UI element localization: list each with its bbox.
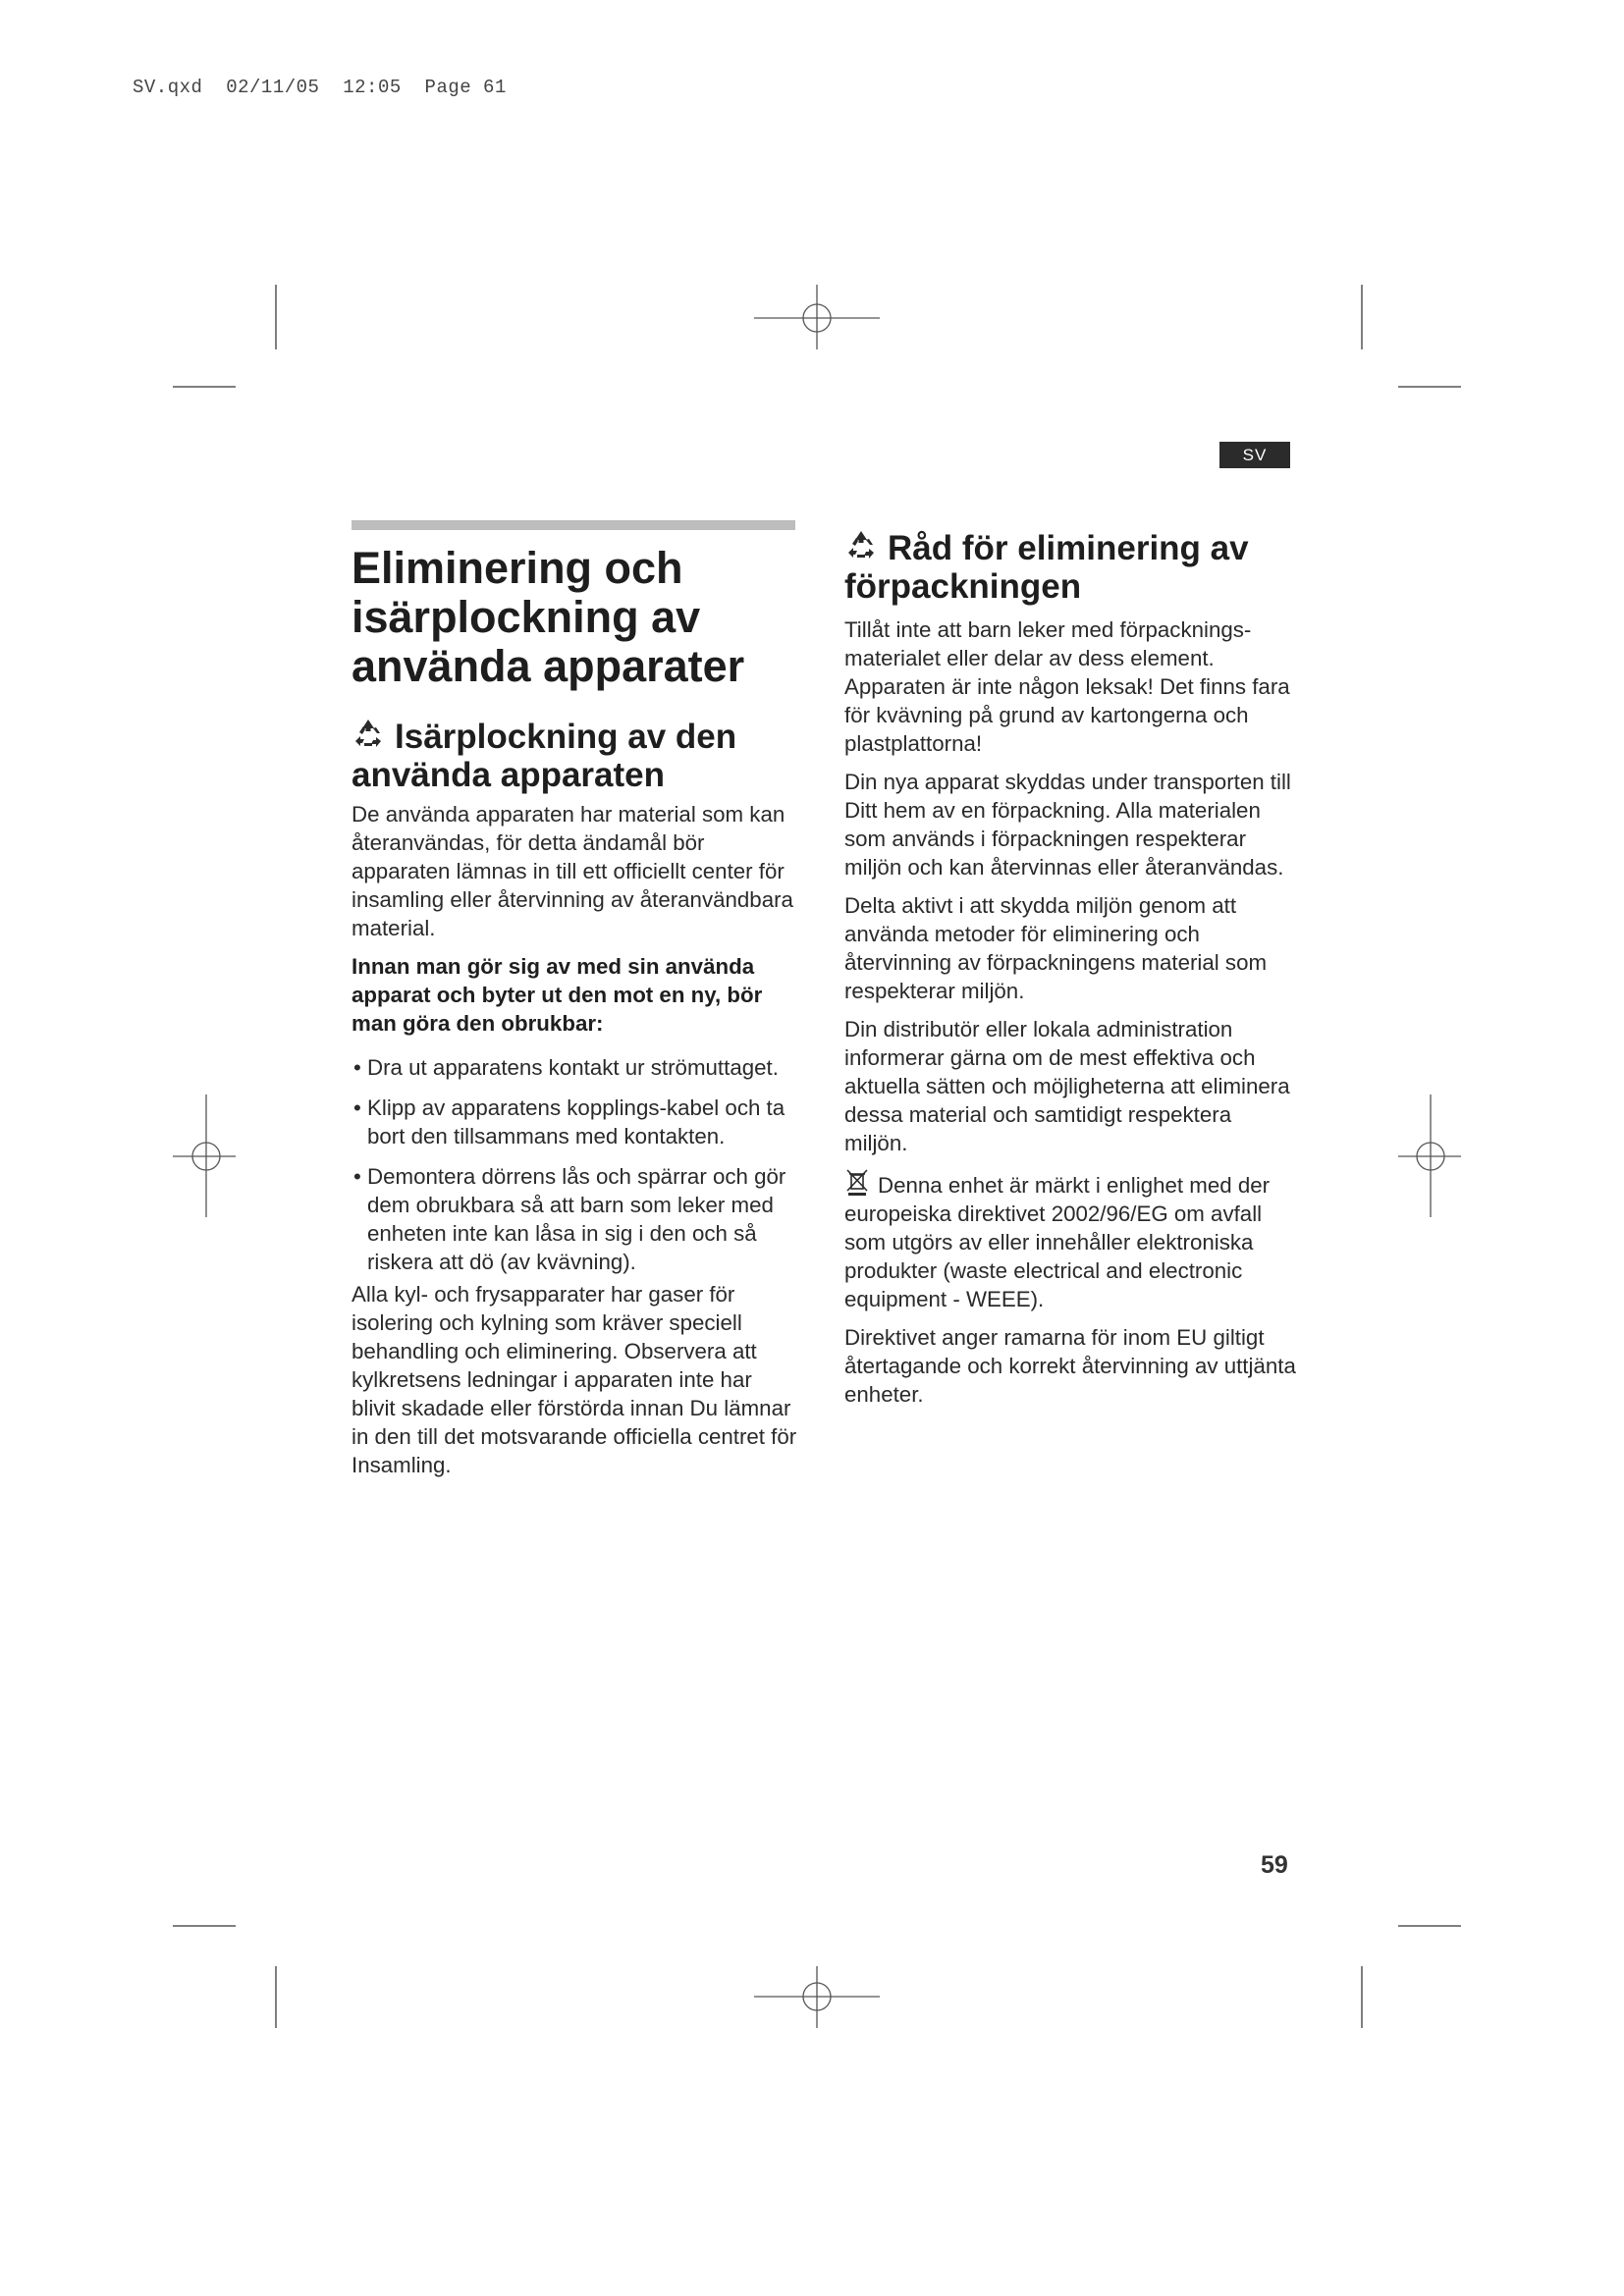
recycling-icon [844, 528, 878, 561]
print-slug: SV.qxd 02/11/05 12:05 Page 61 [133, 77, 507, 98]
crossed-out-bin-icon [844, 1167, 870, 1197]
weee-paragraph [844, 1167, 1296, 1313]
right-column [844, 528, 1296, 1418]
paragraph: Din distributör eller lokala administration informerar gärna om de mest effektiva och aktuella sätten och möjligheterna att eliminera dessa material och samtidigt respektera miljön. [844, 1017, 1290, 1155]
language-tab: SV [1219, 442, 1290, 468]
warning-note: Innan man gör sig av med sin använda apparat och byter ut den mot en ny, bör man göra den obrukbar: [352, 954, 763, 1036]
intro-paragraph: De använda apparaten har material som kan återanvändas, för detta ändamål bör apparaten lämnas in till ett officiellt center för insamling eller återvinning av återanvändbara material. [352, 802, 793, 940]
weee-text: Denna enhet är märkt i enlighet med der europeiska direktivet 2002/96/EG om avfall som utgörs av eller innehåller elektroniska produkter (waste electrical and electronic equipment - WEEE). [844, 1173, 1271, 1311]
section-heading-packaging [844, 528, 1296, 606]
closing-paragraph: Alla kyl- och frysapparater har gaser för isolering och kylning som kräver speciell behandling och eliminering. Observera att kylkretsens ledningar i apparaten inte har blivit skadade eller förstörda innan Du lämnar in den till det motsvarande officiella centret för Insamling. [352, 1282, 797, 1477]
page-title: Eliminering och isärplockning av använda apparater [352, 543, 745, 691]
final-paragraph: Direktivet anger ramarna för inom EU giltigt återtagande och korrekt återvinning av uttjänta enheter. [844, 1325, 1296, 1407]
registration-mark-right [1398, 1095, 1461, 1217]
registration-mark-bottom [754, 1966, 880, 2028]
list-item: • Dra ut apparatens kontakt ur strömuttaget. [353, 1055, 779, 1080]
page-number: 59 [1261, 1851, 1288, 1879]
section-heading-text: Råd för eliminering av förpackningen [844, 529, 1249, 606]
section-rule [352, 520, 795, 530]
list-item: • Demontera dörrens lås och spärrar och gör dem obrukbara så att barn som leker med enheten inte kan låsa in sig i den och så riskera att dö (av kvävning). [353, 1164, 786, 1274]
paragraph: Tillåt inte att barn leker med förpacknings-materialet eller delar av dess element. Apparaten är inte någon leksak! Det finns fara för kvävning på grund av kartongerna och plastplattorna! [844, 617, 1290, 756]
section-heading-text: Isärplockning av den använda apparaten [352, 718, 737, 794]
registration-mark-left [173, 1095, 236, 1217]
left-column [352, 520, 797, 1489]
paragraph: Delta aktivt i att skydda miljön genom att använda metoder för eliminering och återvinning av förpackningens material som respekterar miljön. [844, 893, 1268, 1003]
disassembly-steps [352, 1053, 797, 1276]
recycling-icon [352, 717, 385, 750]
list-item: • Klipp av apparatens kopplings-kabel och ta bort den tillsammans med kontakten. [353, 1095, 785, 1148]
section-heading-disassembly [352, 717, 797, 794]
registration-mark-top [754, 285, 880, 349]
paragraph: Din nya apparat skyddas under transporten till Ditt hem av en förpackning. Alla materialen som används i förpackningen respekterar miljön och kan återvinnas eller återanvändas. [844, 770, 1291, 880]
